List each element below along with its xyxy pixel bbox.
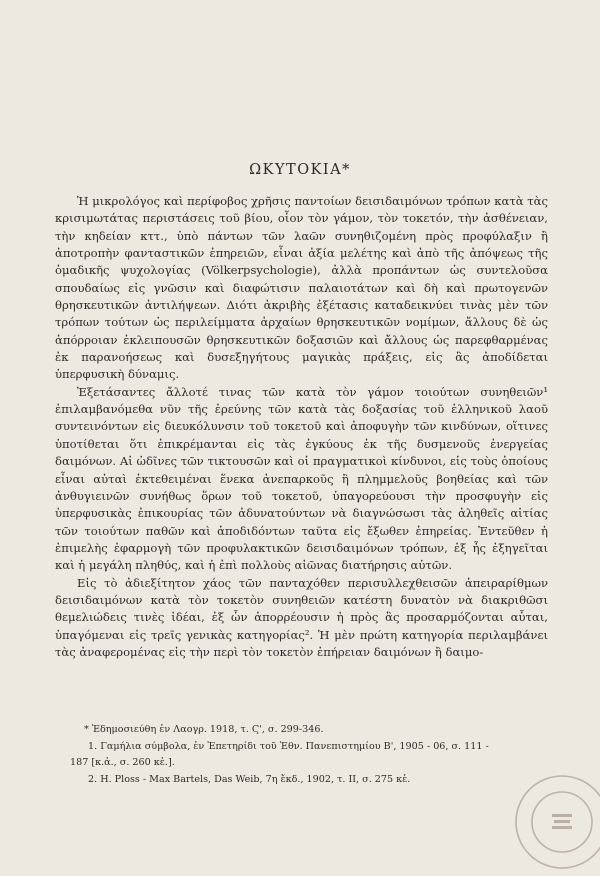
footnote-star: * Ἐδημοσιεύθη ἐν Λαογρ. 1918, τ. Ϛ', σ. 299-346. (84, 724, 324, 735)
footnote-2: 2. H. Ploss - Max Bartels, Das Weib, 7η ἔκδ., 1902, τ. II, σ. 275 κἑ. (88, 773, 411, 785)
footnote-1-cont: 187 [κ.ἀ., σ. 260 κἑ.]. (70, 757, 175, 768)
footnote-1: 1. Γαμήλια σύμβολα, ἐν Ἐπετηρίδι τοῦ Ἐθν. Πανεπιστημίου Β', 1905 - 06, σ. 111 - (88, 740, 489, 752)
paragraph-1: Ἡ μικρολόγος καὶ περίφοβος χρῆσις παντοίων δεισιδαιμόνων τρόπων κατὰ τὰς κρισιμωτάτας περιστάσεις τοῦ βίου, οἷον τὸν γάμον, τὸν τοκετόν, τὴν ἀσθένειαν, τὴν κηδείαν κττ., ὑπὸ πάντων τῶν λαῶν συνηθιζομένη πρὸς προφύλαξιν ἢ ἀποτροπὴν φανταστικῶν ἐπηρειῶν, εἶναι ἀξία μελέτης καὶ ἀπὸ τῆς ἀπόψεως τῆς ὁμαδικῆς ψυχολογίας (Völkerpsychologie), ἀλλὰ προπάντων ὡς συντελοῦσα σπουδαίως εἰς γνῶσιν καὶ διαφώτισιν παλαιοτάτων καὶ δὴ καὶ πρωτογενῶν θρησκευτικῶν ἀντιλήψεων. Διότι ἀκριβὴς ἐξέτασις καταδεικνύει τινὰς μὲν τῶν τρόπων τούτων ὡς περιλείμματα ἀρχαίων θρησκευτικῶν νομίμων, ἄλλους δὲ ὡς ἀπόρροιαν ἐκλειπουσῶν θρησκευτικῶν δοξασιῶν καὶ ἄλλους ὡς παρεφθαρμένας ἐκ παρανοήσεως καὶ δυσεξηγήτους μαγικὰς πράξεις, εἰς ἃς ἀποδίδεται ὑπερφυσικὴ δύναμις. (55, 194, 548, 382)
paragraph-3: Εἰς τὸ ἀδιεξίτητον χάος τῶν πανταχόθεν περισυλλεχθεισῶν ἀπειραρίθμων δεισιδαιμόνων κατὰ τὸν τοκετὸν συνηθειῶν κατέστη δυνατὸν νὰ διακριθῶσι θεμελιώδεις τινὲς ἰδέαι, ἐξ ὧν ἀπορρέουσιν ἡ πρὸς ἃς προσαρμόζονται αὗται, ὑπαγόμεναι εἰς τρεῖς γενικὰς κατηγορίας². Ἡ μὲν πρώτη κατηγορία περιλαμβάνει τὰς ἀναφερομένας εἰς τὴν περὶ τὸν τοκετὸν ἐπήρειαν δαιμόνων ἢ δαιμο- (55, 575, 548, 659)
article-body (55, 193, 548, 661)
paragraph-2: Ἐξετάσαντες ἄλλοτέ τινας τῶν κατὰ τὸν γάμον τοιούτων συνηθειῶν¹ ἐπιλαμβανόμεθα νῦν τῆς ἐρεύνης τῶν κατὰ τὰς δοξασίας τοῦ ἑλληνικοῦ λαοῦ συντεινόντων εἰς διευκόλυνσιν τοῦ τοκετοῦ καὶ ἀποφυγὴν τῶν κινδύνων, οἵτινες ὑποτίθεται ὅτι ἐπικρέμανται εἰς τὰς ἐγκύους ἐκ τῆς δυσμενοῦς ἐνεργείας δαιμόνων. Αἱ ὠδῖνες τῶν τικτουσῶν καὶ οἱ πραγματικοὶ κίνδυνοι, εἰς τοὺς ὁποίους εἶναι αὐταὶ ἐκτεθειμέναι ἕνεκα ἀνεπαρκοῦς ἢ πλημμελοῦς βοηθείας καὶ τῶν ἀνθυγιεινῶν συνήθως ὅρων τοῦ τοκετοῦ, ὑπαγορεύουσι τὴν προσφυγὴν εἰς ὑπερφυσικὰς ἐπικουρίας τῶν ἀδυνατούντων νὰ διαγνώσωσι τὰς ἀληθεῖς αἰτίας τῶν τοιούτων παθῶν καὶ ἀποδιδόντων ταῦτα εἰς ἔξωθεν ἐπηρείας. Ἐντεῦθεν ἡ ἐπιμελὴς ἐφαρμογὴ τῶν προφυλακτικῶν δεισιδαιμόνων τρόπων, ἐξ ἧς ἐξηγεῖται καὶ ἡ μεγάλη πληθύς, καὶ ἡ ἐπὶ πολλοὺς αἰῶνας διατήρησις αὐτῶν. (55, 384, 548, 573)
article-title: ΩΚΥΤΟΚΙΑ* (249, 162, 351, 178)
footnotes (70, 722, 545, 788)
library-stamp-icon (508, 768, 600, 876)
